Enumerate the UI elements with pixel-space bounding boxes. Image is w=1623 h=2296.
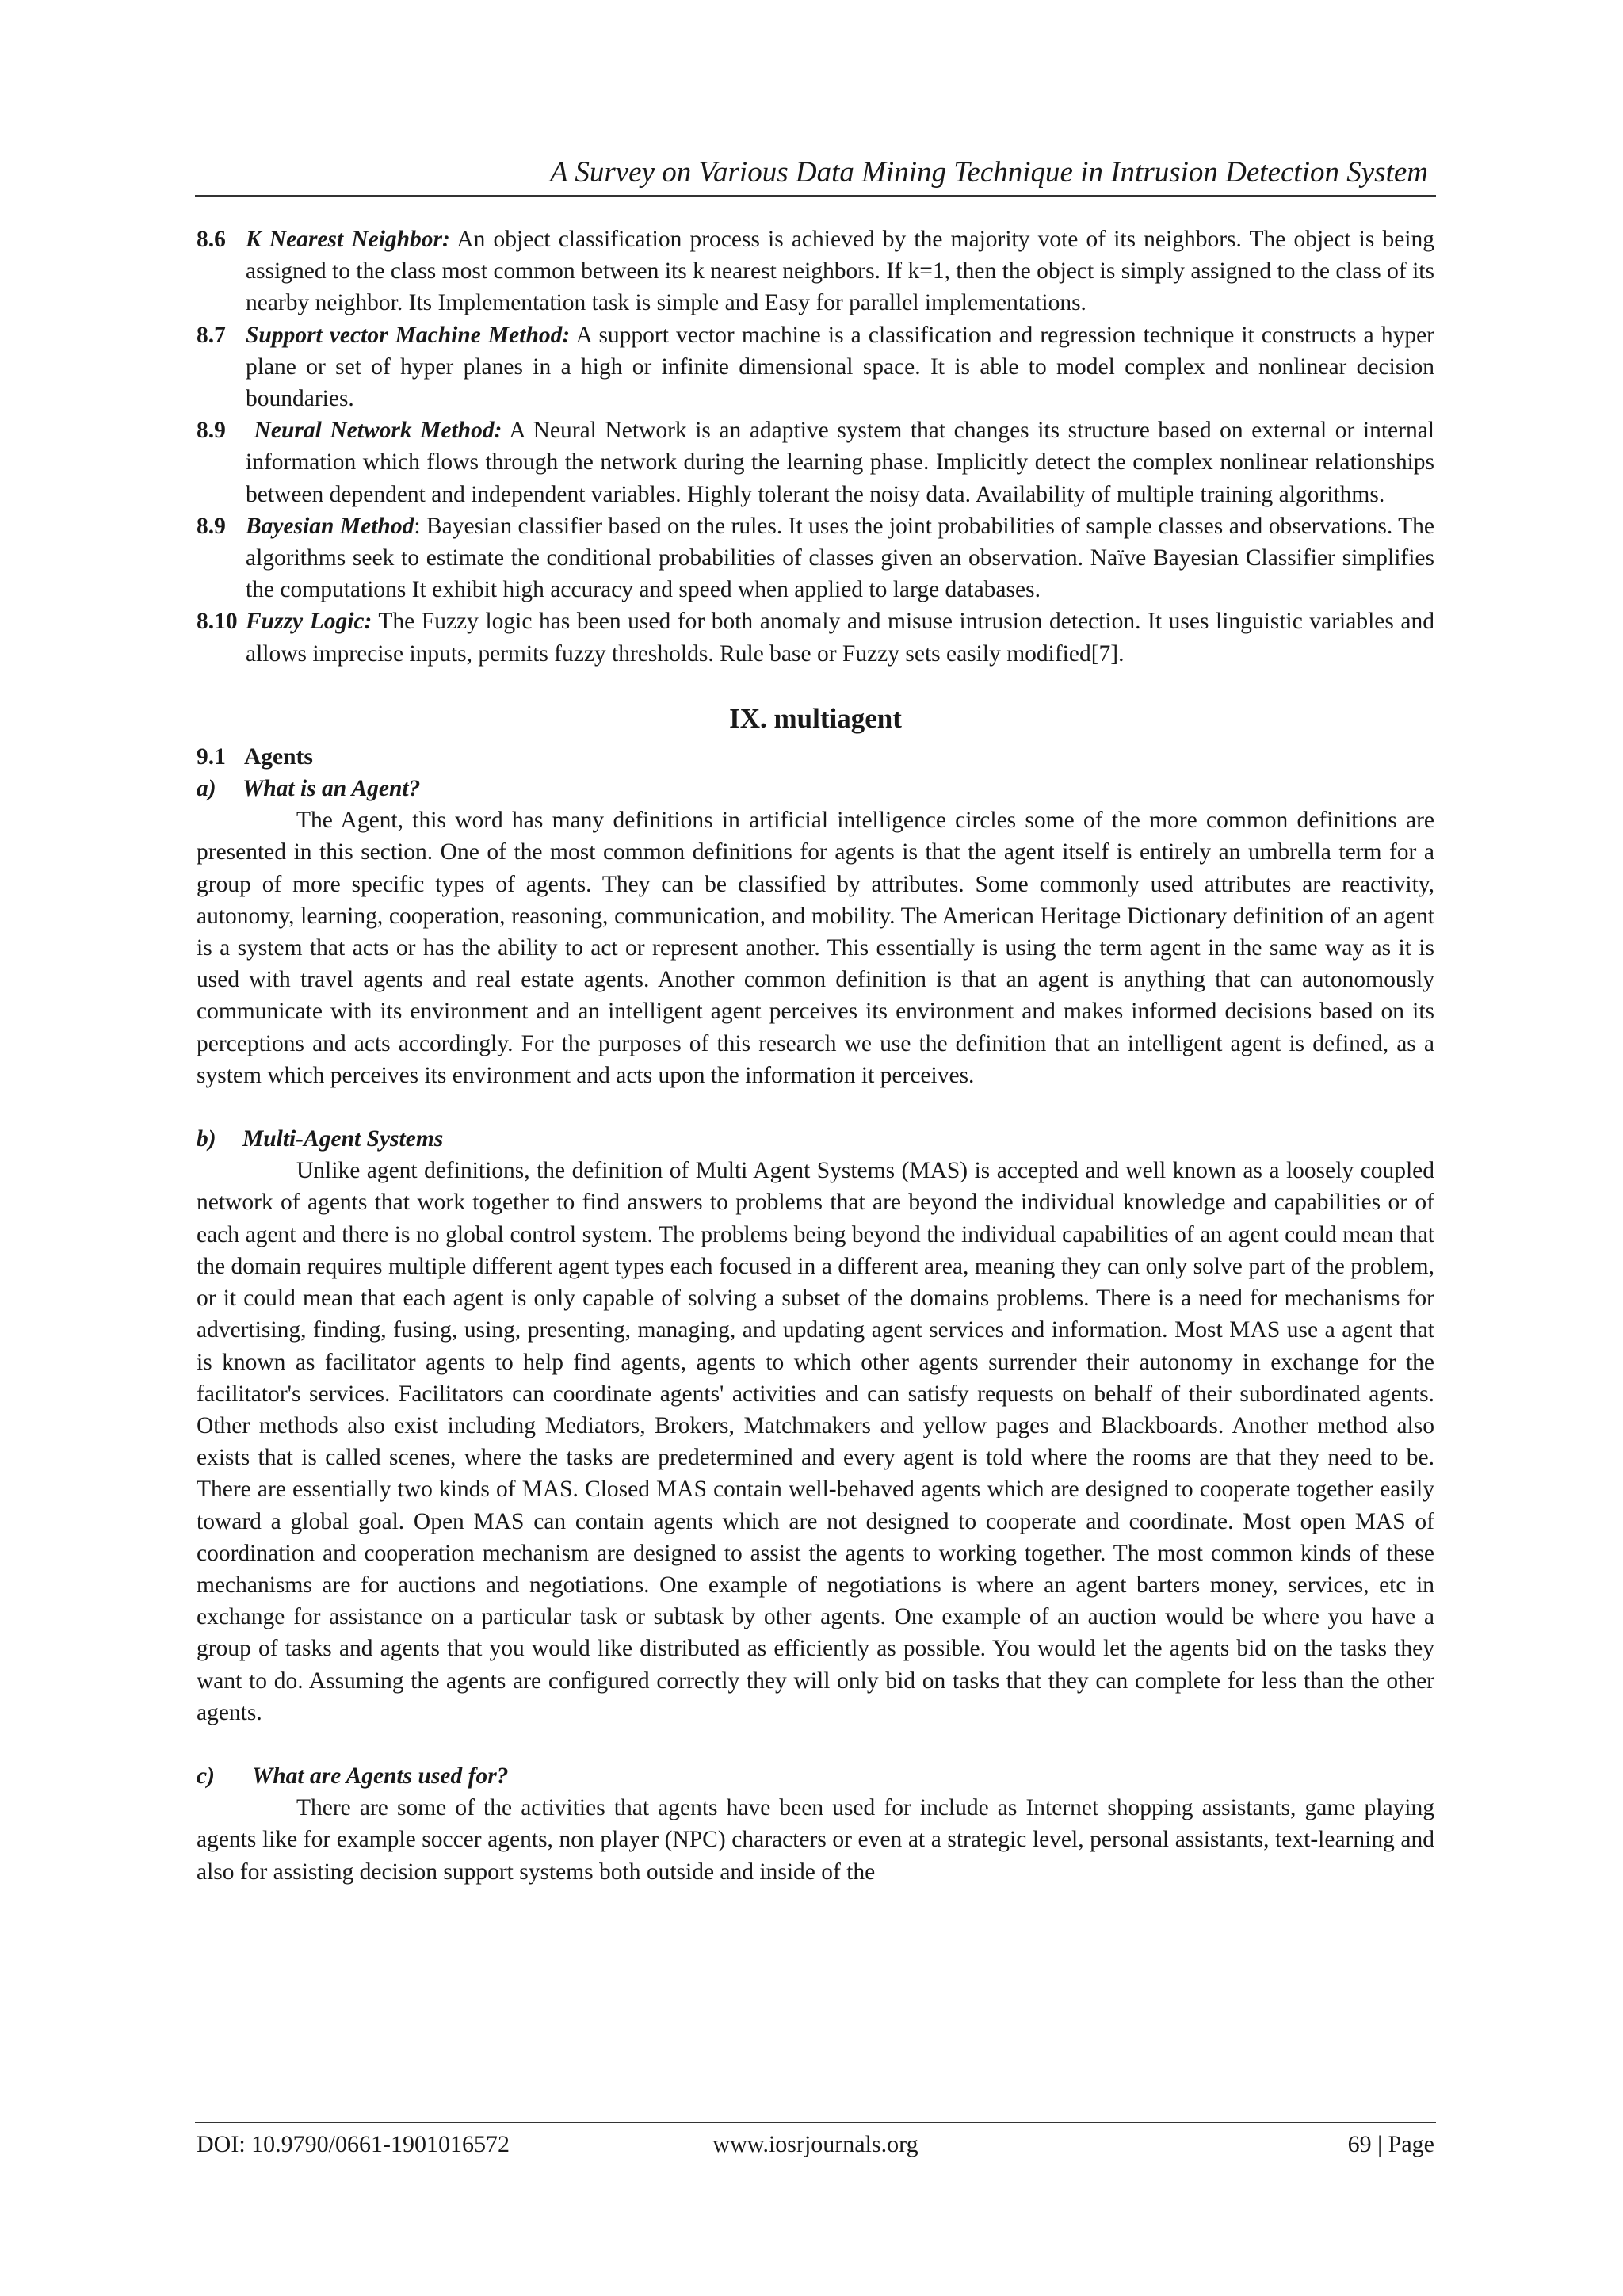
subsection-heading (197, 741, 1434, 773)
part-label: a) (197, 776, 216, 802)
paragraph-multi-agent-systems: Unlike agent definitions, the definition of Multi Agent Systems (MAS) is accepted and well known as a loosely coupled network of agents that work together to find answers to problems that are beyond the individual knowledge and capabilities or of each agent and there is no global control system. The problems being beyond the individual capabilities of an agent could mean that the domain requires multiple different agent types each focused in a different area, meaning they can only solve part of the problem, or it could mean that each agent is only capable of solving a subset of the domains problems. There is a need for mechanisms for advertising, finding, fusing, using, presenting, managing, and updating agent services and information. Most MAS use a agent that is known as facilitator agents to help find agents, agents to which other agents surrender their autonomy in exchange for the facilitator's services. Facilitators can coordinate agents' activities and can satisfy requests on behalf of their subordinated agents. Other methods also exist including Mediators, Brokers, Matchmakers and yellow pages and Blackboards. Another method also exists that is called scenes, where the tasks are predetermined and every agent is told where the rooms are that they need to be. There are essentially two kinds of MAS. Closed MAS contain well-behaved agents which are designed to cooperate together easily toward a global goal. Open MAS can contain agents which are not designed to cooperate and coordinate. Most open MAS of coordination and cooperation mechanism are designed to assist the agents to working together. The most common kinds of these mechanisms are for auctions and negotiations. One example of negotiations is where an agent barters money, services, etc in exchange for assistance on a particular task or subtask by other agents. One example of an auction would be where you have a group of tasks and agents that you would like distributed as efficiently as possible. You would let the agents bid on the tasks they want to do. Assuming the agents are configured correctly they will only bid on tasks that they can complete for less than the other agents. (197, 1158, 1434, 1725)
part-label: b) (197, 1126, 216, 1152)
list-item-fuzzy (197, 606, 1434, 669)
part-b-heading (197, 1123, 1434, 1155)
footer-rule (195, 2122, 1436, 2123)
paragraph-what-is-agent: The Agent, this word has many definitions in artificial intelligence circles some of the more common definitions are presented in this section. One of the most common definitions for agents is that the agent itself is entirely an umbrella term for a group of more specific types of agents. They can be classified by attributes. Some commonly used attributes are reactivity, autonomy, learning, cooperation, reasoning, communication, and mobility. The American Heritage Dictionary definition of an agent is a system that acts or has the ability to act or represent another. This essentially is using the term agent in the same way as it is used with travel agents and real estate agents. Another common definition is that an agent is anything that can autonomously communicate with its environment and an intelligent agent perceives its environment and makes informed decisions based on its perceptions and acts accordingly. For the purposes of this research we use the definition that an intelligent agent is defined, as a system which perceives its environment and acts upon the information it perceives. (197, 808, 1434, 1088)
list-item-bayesian (197, 510, 1434, 606)
subsection-number: 9.1 (197, 743, 226, 770)
item-title: K Nearest Neighbor: (246, 227, 450, 252)
item-text: The Fuzzy logic has been used for both anomaly and misuse intrusion detection. It uses linguistic variables and allows imprecise inputs, permits fuzzy thresholds. Rule base or Fuzzy sets easily modified[7]. (246, 609, 1434, 667)
item-title: Fuzzy Logic: (246, 609, 372, 635)
footer-doi: DOI: 10.9790/0661-1901016572 (197, 2131, 510, 2157)
part-title: Multi-Agent Systems (242, 1126, 444, 1152)
part-c-heading (197, 1760, 1434, 1792)
spacer (197, 1729, 1434, 1760)
subsection-title: Agents (244, 743, 313, 770)
item-text: A Neural Network is an adaptive system that changes its structure based on external or internal information which flows through the network during the learning phase. Implicitly detect the complex nonlinear relationships between dependent and independent variables. Highly tolerant the noisy data. Availability of multiple training algorithms. (246, 418, 1434, 507)
part-a-heading (197, 773, 1434, 804)
item-text: A support vector machine is a classification and regression technique it constructs a hyper plane or set of hyper planes in a high or infinite dimensional space. It is able to model complex and nonlinear decision boundaries. (246, 322, 1435, 412)
item-title: Neural Network Method: (246, 418, 502, 444)
item-number: 8.9 (197, 418, 226, 444)
item-number: 8.10 (197, 609, 238, 635)
part-label: c) (197, 1763, 215, 1789)
list-item-neural-network (197, 415, 1434, 510)
list-item-knn (197, 223, 1434, 319)
footer-website: www.iosrjournals.org (712, 2131, 918, 2157)
footer-page-number: 69 | Page (1347, 2131, 1434, 2157)
list-item-svm (197, 319, 1434, 415)
item-number: 8.7 (197, 322, 226, 348)
part-title: What are Agents used for? (252, 1763, 509, 1789)
header-rule (195, 195, 1436, 197)
item-title: Bayesian Method (246, 513, 414, 539)
item-title: Support vector Machine Method: (246, 322, 571, 348)
item-text: An object classification process is achieved by the majority vote of its neighbors. The object is being assigned to the class most common between its k nearest neighbors. If k=1, then the object is simply assigned to the class of its nearby neighbor. Its Implementation task is simple and Easy for parallel implementations. (246, 227, 1434, 316)
part-title: What is an Agent? (242, 776, 421, 802)
page-footer (197, 2129, 1434, 2164)
item-number: 8.6 (197, 227, 226, 252)
item-text: : Bayesian classifier based on the rules. It uses the joint probabilities of sample classes and observations. The algorithms seek to estimate the conditional probabilities of classes given an observation. Naïve Bayesian Classifier simplifies the computations It exhibit high accuracy and speed when applied to large databases. (246, 513, 1434, 603)
paragraph-agents-used-for: There are some of the activities that agents have been used for include as Internet shopping assistants, game playing agents like for example soccer agents, non player (NPC) characters or even at a strategic level, personal assistants, text-learning and also for assisting decision support systems both outside and inside of the (197, 1795, 1434, 1885)
page-body (197, 223, 1434, 1888)
section-heading: IX. multiagent (729, 702, 902, 734)
spacer (197, 1091, 1434, 1123)
running-title: A Survey on Various Data Mining Technique in Intrusion Detection System (550, 156, 1428, 189)
item-number: 8.9 (197, 513, 226, 539)
